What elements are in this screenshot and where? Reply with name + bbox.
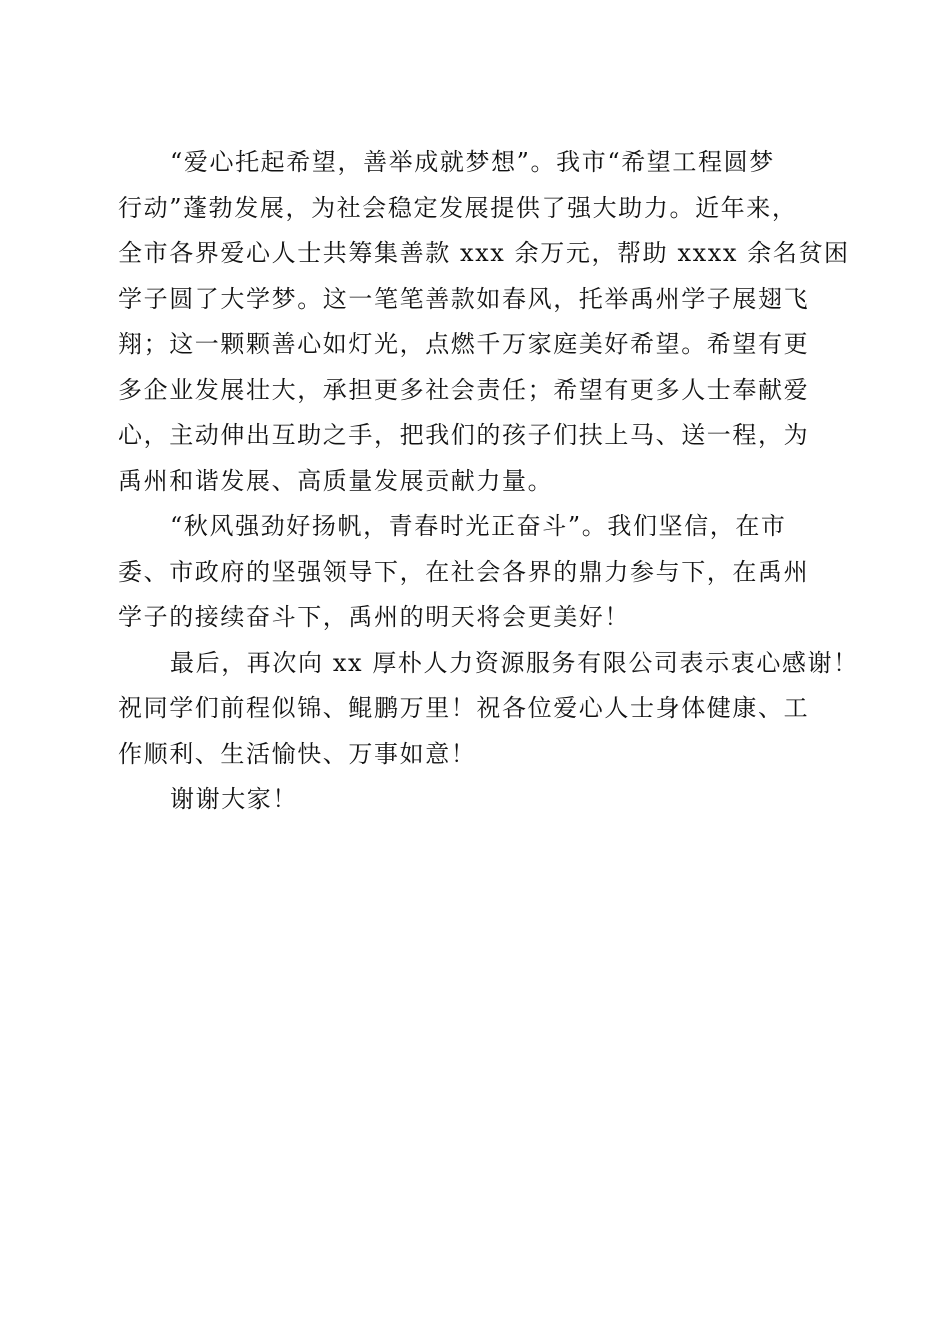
text-line: 学子的接续奋斗下，禹州的明天将会更美好！ [118,603,630,631]
paragraph-thanks [118,641,859,778]
text-line: “秋风强劲好扬帆，青春时光正奋斗”。我们坚信，在市 [170,512,787,540]
text-line: 最后，再次向 xx 厚朴人力资源服务有限公司表示衷心感谢！ [170,648,859,677]
text-line: 全市各界爱心人士共筹集善款 xxx 余万元，帮助 xxxx 余名贫困 [118,239,850,267]
text-line: 祝同学们前程似锦、鲲鹏万里！祝各位爱心人士身体健康、工 [118,694,810,722]
text-line: 谢谢大家！ [170,785,298,813]
text-line: “爱心托起希望，善举成就梦想”。我市“希望工程圆梦 [170,148,775,176]
text-line: 委、市政府的坚强领导下，在社会各界的鼎力参与下，在禹州 [118,557,810,586]
text-line: 作顺利、生活愉快、万事如意！ [118,739,477,768]
text-line: 学子圆了大学梦。这一笔笔善款如春风，托举禹州学子展翅飞 [118,284,810,313]
paragraph-autumn-wind [118,504,832,641]
text-line: 禹州和谐发展、高质量发展贡献力量。 [118,466,554,495]
text-line: 心，主动伸出互助之手，把我们的孩子们扶上马、送一程，为 [118,421,810,449]
document-body [118,140,859,823]
text-line: 多企业发展壮大，承担更多社会责任；希望有更多人士奉献爱 [118,375,810,404]
paragraph-closing [118,777,832,823]
paragraph-hope-project [118,140,850,504]
text-line: 翔；这一颗颗善心如灯光，点燃千万家庭美好希望。希望有更 [118,330,810,358]
text-line: 行动”蓬勃发展，为社会稳定发展提供了强大助力。近年来， [118,193,798,222]
